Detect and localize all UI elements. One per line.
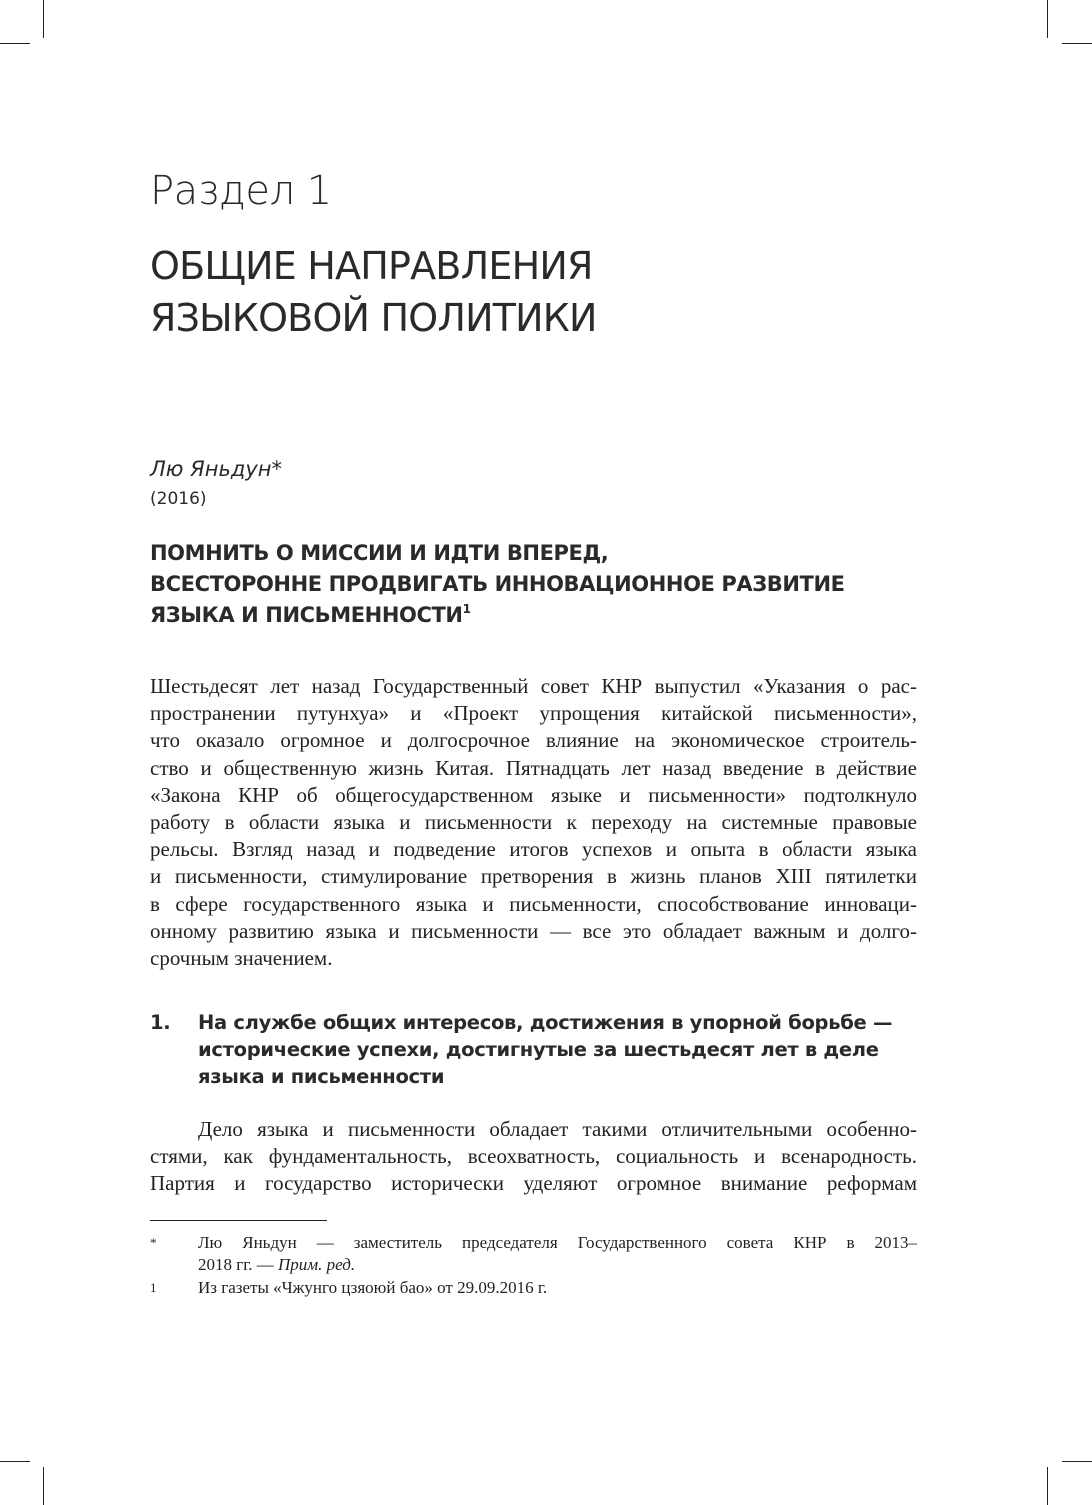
article-title-line: ПОМНИТЬ О МИССИИ И ИДТИ ВПЕРЕД,	[150, 541, 609, 565]
paragraph-line: Партия и государство исторически уделяют огромное внимание реформам	[150, 1171, 917, 1196]
paragraph-line: стями, как фундаментальность, всеохватность, социальность и всенародность.	[150, 1144, 917, 1169]
article-title-line	[150, 600, 845, 631]
editor-note: Прим. ред.	[278, 1255, 356, 1274]
footnote-mark: 1	[150, 1280, 157, 1295]
paragraph-line: Дело языка и письменности обладает такими отличительными особенно-	[198, 1117, 917, 1141]
paragraph-line: в сфере государственного языка и письменности, способствование инноваци-	[150, 891, 917, 916]
article-title	[150, 538, 845, 631]
crop-mark	[1062, 43, 1092, 44]
crop-mark	[0, 1461, 30, 1462]
subsection-heading-line: языка и письменности	[198, 1065, 445, 1088]
paragraph-line: рельсы. Взгляд назад и подведение итогов успехов и опыта в области языка	[150, 837, 917, 862]
paragraph-line: что оказало огромное и долгосрочное влияние на экономическое строитель-	[150, 728, 917, 753]
section-label: Раздел 1	[150, 168, 332, 214]
footnote-divider	[150, 1220, 327, 1221]
article-title-line: ВСЕСТОРОННЕ ПРОДВИГАТЬ ИННОВАЦИОННОЕ РАЗВИТИЕ	[150, 572, 845, 596]
footnote-line	[198, 1254, 917, 1276]
paragraph-line: срочным значением.	[150, 945, 333, 970]
section-title-line: ОБЩИЕ НАПРАВЛЕНИЯ	[150, 244, 593, 288]
paragraph-line: работу в области языка и письменности к переходу на системные правовые	[150, 809, 917, 834]
footnote-text: 2018 гг. —	[198, 1255, 279, 1274]
paragraph-intro	[150, 673, 917, 972]
paragraph-line: и письменности, стимулирование претворения в жизнь планов XIII пятилетки	[150, 864, 917, 889]
crop-mark	[1047, 0, 1048, 38]
author-year: (2016)	[150, 489, 207, 509]
crop-mark	[1047, 1467, 1048, 1505]
footnote-line: Лю Яньдун — заместитель председателя Государственного совета КНР в 2013–	[198, 1233, 917, 1252]
paragraph-body	[150, 1116, 917, 1198]
author-name: Лю Яньдун*	[150, 457, 283, 481]
crop-mark	[0, 43, 30, 44]
crop-mark	[43, 1467, 44, 1505]
paragraph-line: онному развитию языка и письменности — все это обладает важным и долго-	[150, 918, 917, 943]
footnote-line: Из газеты «Чжунго цзяоюй бао» от 29.09.2016 г.	[198, 1278, 548, 1297]
subsection-heading-line: На службе общих интересов, достижения в упорной борьбе —	[198, 1011, 893, 1034]
crop-mark	[1062, 1461, 1092, 1462]
subsection-number: 1.	[150, 1011, 171, 1034]
section-title-line: ЯЗЫКОВОЙ ПОЛИТИКИ	[150, 296, 597, 340]
paragraph-line: «Закона КНР об общегосударственном языке и письменности» подтолкнуло	[150, 782, 917, 807]
paragraph-line: пространении путунхуа» и «Проект упрощения китайской письменности»,	[150, 701, 917, 726]
footnote-mark: *	[150, 1235, 157, 1250]
paragraph-line: ство и общественную жизнь Китая. Пятнадцать лет назад введение в действие	[150, 755, 917, 780]
paragraph-line: Шестьдесят лет назад Государственный совет КНР выпустил «Указания о рас-	[150, 674, 917, 698]
section-title	[150, 240, 597, 344]
subsection-heading-line: исторические успехи, достигнутые за шестьдесят лет в деле	[198, 1038, 879, 1061]
article-title-text: ЯЗЫКА И ПИСЬМЕННОСТИ	[150, 603, 463, 627]
footnote-ref[interactable]: 1	[462, 602, 471, 616]
crop-mark	[43, 0, 44, 38]
